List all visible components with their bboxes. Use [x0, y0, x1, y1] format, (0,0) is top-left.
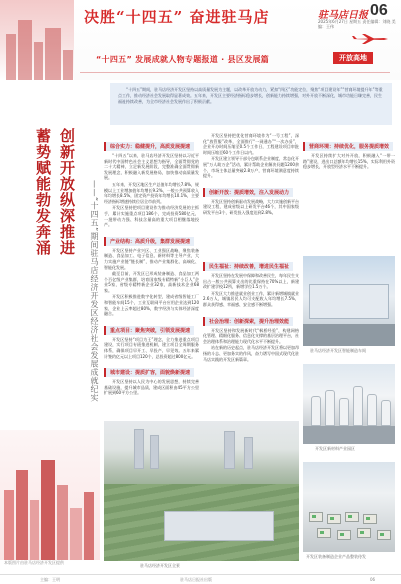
paragraph: 开发区坚持产业兴区、工业强区战略，聚焦装备制造、食品加工、电子信息、新材料等主导产业，大力实施产业链“链长制”，推动产业集群化、高端化、智能化发展。 — [104, 247, 199, 270]
photo-caption: 驻马店经济开发区全景 — [140, 563, 180, 568]
date-line: 2025年6月27日 星期五 责任编辑：刘晓 美编：王伟 — [318, 19, 396, 29]
left-skyline-illustration — [0, 430, 100, 560]
headline-line-2: 蓄势赋能勃发奔涌 — [34, 128, 52, 256]
footer-right: 06 — [370, 577, 376, 582]
section-heading: 社会治理：创新探索，提升治理效能 — [203, 317, 293, 326]
section-heading: 城市建设：提质扩容，面貌焕新提速 — [104, 368, 194, 377]
factory-photo — [303, 256, 395, 346]
footer-left: 主编：王明 — [40, 577, 60, 582]
footer-center: 驻马店日报社出版 — [180, 577, 212, 582]
article-column-2 — [203, 133, 299, 253]
newspaper-brand: 驻马店日报 — [318, 10, 368, 21]
paragraph: “十四五”以来，驻马店经济开发区坚持以习近平新时代中国特色社会主义思想为指导，全面贯彻党的二十大精神，立足新发展阶段，完整准确全面贯彻新发展理念，积极融入新发展格局，加快推动高质量发展。 — [104, 153, 199, 181]
paragraph: 开发区坚持和发展新时代“枫桥经验”，构建网格化管理、精细化服务、信息化支撑的基层治理平台，社会治理体系和治理能力现代化水平不断提升。 — [203, 327, 299, 344]
intro-text: “十四五”期间，驻马店经济开发区坚持以高质量发展为主题，以改革开放为动力，紧扣“四区”功能定位，聚焦“项目建设年”“营商环境提升年”等重点工作，推动经济社会发展取得显著成效。五年来，开发区主要经济指标稳步增长，创新能力持续增强，对外开放不断深化，城市功能日臻完善，民生福祉持续改善，为全市经济社会发展作出了积极贡献。 — [118, 87, 383, 104]
photo-caption: 开发区装备制造企业产品整装待发 — [306, 554, 366, 559]
paragraph: 开发区坚持以人民为中心的发展思想，持续完善基础设施，提升城市品质，建成区面积由45平方公里扩展到60平方公里。 — [104, 379, 199, 396]
paragraph: 开发区坚持创新驱动发展战略，大力实施创新平台建设工程，建成省级以上研发平台46个，其中国家级研发平台3个，研发投入强度达到2.8%。 — [203, 198, 299, 215]
section-heading: 民生福祉：持续改善，增进民生福祉 — [203, 262, 293, 271]
section-badge: 开放高地 — [333, 52, 373, 64]
header-subtitle: “十四五” 发展成就人物专题报道 · 县区发展篇 — [96, 55, 270, 64]
industrial-park-photo — [303, 364, 395, 444]
article-column-3 — [303, 133, 395, 253]
paragraph: 站在新的历史起点，驻马店经济开发区将以更加昂扬的斗志、更加务实的作风，奋力谱写中国式现代化驻马店实践的开发区新篇章。 — [203, 345, 299, 362]
paragraph: 开发区持续扩大对外开放，积极融入“一带一路”建设，进出口总额年均增长15%，实际利用外资稳步增长，开放型经济水平不断提升。 — [303, 153, 395, 170]
paragraph: 开发区大力推进就业创业工作，累计新增城镇就业2.6万人，城镇居民人均可支配收入年均增长7.5%，群众获得感、幸福感、安全感不断增强。 — [203, 290, 299, 307]
intro-box — [110, 83, 392, 125]
section-heading: 重点项目：聚焦突破，引领发展提速 — [104, 326, 194, 335]
paragraph: 开发区积极推进数字化转型，建成省级智能工厂和智能车间15个，工业互联网平台应用企业达到120家，企业上云率超过80%，数字经济与实体经济深度融合。 — [104, 294, 199, 317]
header-divider — [80, 72, 390, 73]
header-title: 决胜“十四五” 奋进驻马店 — [84, 8, 270, 26]
development-zone-panorama-photo — [104, 421, 299, 561]
paragraph: 截至目前，开发区已形成装备制造、食品加工两个百亿级产业集群，培育国家级专精特新“小巨人”企业5家，省级专精特新企业32家，高新技术企业68家。 — [104, 271, 199, 293]
photo-caption: 驻马店经济开发区智能制造车间 — [310, 348, 366, 353]
paragraph: 开发区建立领导干部分包联系企业制度，常态化开展“万人助万企”活动，累计帮助企业解决问题1200余个，市场主体总量突破2.8万户，营商环境满意度持续提升。 — [203, 156, 299, 179]
section-heading: 产业结构：高质升级，集群发展提速 — [104, 237, 194, 246]
paragraph: 开发区坚持“项目为王”理念，全力推进重点项目建设，实行项目专班推进机制，建立项目全周期服务体系，确保项目早开工、早投产、早见效。五年来累计签约亿元以上项目120个，总投资超过800亿元。 — [104, 336, 199, 359]
airplane-icon — [350, 33, 390, 45]
trucks-photo — [303, 462, 395, 552]
section-heading: 综合实力：稳健提升，高质发展提速 — [104, 142, 194, 151]
section-heading: 创新开放：提质增效，注入发展动力 — [203, 188, 293, 197]
headline-line-1: 创新开放纵深推进 — [58, 128, 76, 256]
page-header — [0, 0, 401, 80]
headline-kicker: ——“十四五”期间驻马店经济开发区经济社会发展成就纪实 — [90, 180, 99, 402]
page-footer — [0, 574, 401, 584]
section-heading: 营商环境：持续优化，服务提质增效 — [303, 142, 393, 151]
photo-caption: 开发区新材料产业园区 — [315, 446, 355, 451]
paragraph: 开发区坚持在发展中保障和改善民生，每年民生支出占一般公共预算支出的比重保持在70%以上，新建改扩建学校12所，新增学位1.5万个。 — [203, 273, 299, 290]
paragraph: 五年来，开发区地区生产总值年均增长7.8%，规模以上工业增加值年均增长9.2%，一般公共预算收入年均增长8.5%，固定资产投资年均增长10.1%，主要经济指标增速持续位居全市前列。 — [104, 181, 199, 204]
photo-credit: 本版图片由驻马店经济开发区提供 — [4, 560, 64, 565]
paragraph: 开发区坚持把优化营商环境作为“一号工程”，深化“放管服”改革，全面推行“一网通办”“一次办妥”，企业开办时间压缩至0.5个工作日，工程建设项目审批时间压缩至60个工作日以内。 — [203, 133, 299, 155]
page-number: 06 — [370, 2, 388, 19]
paragraph: 开发区坚持把项目建设作为推动经济发展的主抓手，累计实施重点项目186个，完成投资580亿元，一批带动力强、科技含量高的重大项目相继落地投产。 — [104, 205, 199, 228]
header-skyline-photo — [0, 0, 74, 80]
